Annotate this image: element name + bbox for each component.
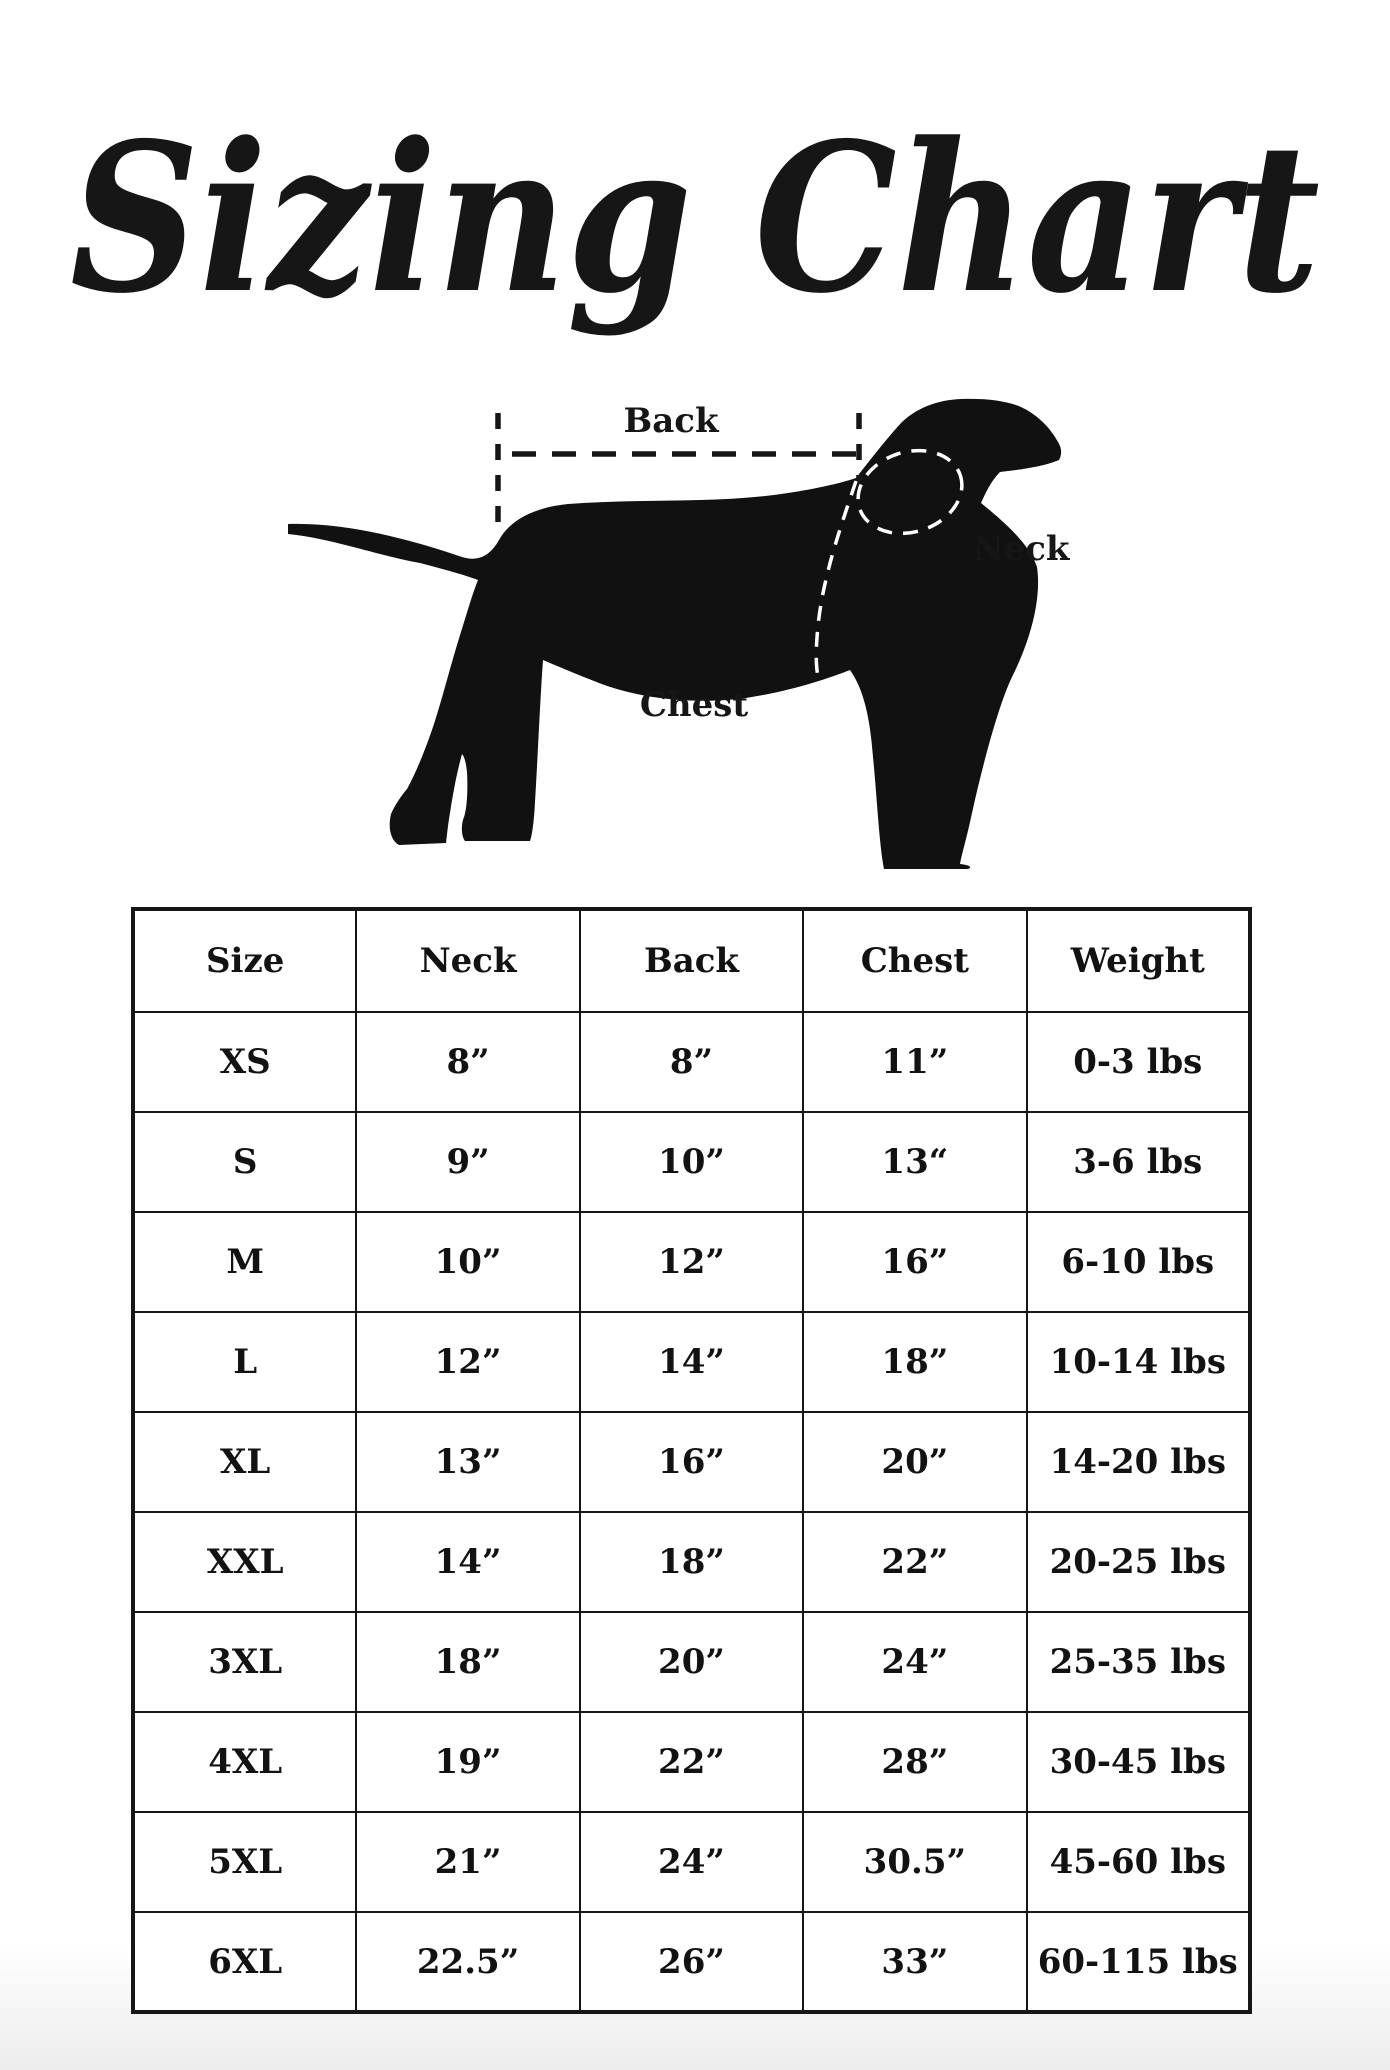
cell-neck: 19” (356, 1712, 579, 1812)
cell-back: 10” (580, 1112, 803, 1212)
sizing-diagram (0, 0, 1390, 910)
table-row-xl (133, 1412, 1250, 1512)
table-row-xxl (133, 1512, 1250, 1612)
cell-neck: 9” (356, 1112, 579, 1212)
table-row-xs (133, 1012, 1250, 1112)
cell-chest: 16” (803, 1212, 1026, 1312)
cell-weight: 10-14 lbs (1027, 1312, 1250, 1412)
cell-weight: 25-35 lbs (1027, 1612, 1250, 1712)
table-row-6xl (133, 1912, 1250, 2012)
cell-weight: 45-60 lbs (1027, 1812, 1250, 1912)
table-row-s (133, 1112, 1250, 1212)
cell-back: 20” (580, 1612, 803, 1712)
cell-neck: 10” (356, 1212, 579, 1312)
cell-chest: 28” (803, 1712, 1026, 1812)
col-header-weight: Weight (1027, 909, 1250, 1012)
cell-size: S (133, 1112, 356, 1212)
cell-weight: 20-25 lbs (1027, 1512, 1250, 1612)
col-header-size: Size (133, 909, 356, 1012)
cell-size: L (133, 1312, 356, 1412)
col-header-neck: Neck (356, 909, 579, 1012)
cell-chest: 18” (803, 1312, 1026, 1412)
cell-back: 12” (580, 1212, 803, 1312)
cell-back: 22” (580, 1712, 803, 1812)
cell-size: 6XL (133, 1912, 356, 2012)
chest-label: Chest (639, 685, 749, 725)
cell-size: M (133, 1212, 356, 1312)
cell-weight: 14-20 lbs (1027, 1412, 1250, 1512)
cell-weight: 60-115 lbs (1027, 1912, 1250, 2012)
cell-weight: 0-3 lbs (1027, 1012, 1250, 1112)
cell-chest: 20” (803, 1412, 1026, 1512)
table-row-4xl (133, 1712, 1250, 1812)
table-row-m (133, 1212, 1250, 1312)
neck-label: Neck (972, 529, 1070, 569)
cell-chest: 30.5” (803, 1812, 1026, 1912)
cell-neck: 13” (356, 1412, 579, 1512)
cell-size: XS (133, 1012, 356, 1112)
cell-chest: 11” (803, 1012, 1026, 1112)
cell-chest: 33” (803, 1912, 1026, 2012)
cell-neck: 14” (356, 1512, 579, 1612)
cell-size: 4XL (133, 1712, 356, 1812)
cell-chest: 24” (803, 1612, 1026, 1712)
cell-neck: 21” (356, 1812, 579, 1912)
page-title: Sizing Chart (70, 99, 1320, 339)
table-row-5xl (133, 1812, 1250, 1912)
header-row (133, 909, 1250, 1012)
cell-neck: 12” (356, 1312, 579, 1412)
cell-weight: 3-6 lbs (1027, 1112, 1250, 1212)
table-row-3xl (133, 1612, 1250, 1712)
cell-back: 24” (580, 1812, 803, 1912)
cell-back: 16” (580, 1412, 803, 1512)
col-header-back: Back (580, 909, 803, 1012)
dog-silhouette-image (288, 399, 1061, 869)
cell-weight: 6-10 lbs (1027, 1212, 1250, 1312)
table-row-l (133, 1312, 1250, 1412)
cell-neck: 18” (356, 1612, 579, 1712)
cell-back: 14” (580, 1312, 803, 1412)
cell-neck: 22.5” (356, 1912, 579, 2012)
cell-back: 26” (580, 1912, 803, 2012)
cell-chest: 22” (803, 1512, 1026, 1612)
cell-neck: 8” (356, 1012, 579, 1112)
cell-size: 3XL (133, 1612, 356, 1712)
cell-size: 5XL (133, 1812, 356, 1912)
sizing-table (131, 907, 1252, 2014)
cell-size: XXL (133, 1512, 356, 1612)
cell-chest: 13“ (803, 1112, 1026, 1212)
cell-weight: 30-45 lbs (1027, 1712, 1250, 1812)
cell-back: 8” (580, 1012, 803, 1112)
cell-size: XL (133, 1412, 356, 1512)
col-header-chest: Chest (803, 909, 1026, 1012)
back-label: Back (623, 401, 719, 441)
cell-back: 18” (580, 1512, 803, 1612)
